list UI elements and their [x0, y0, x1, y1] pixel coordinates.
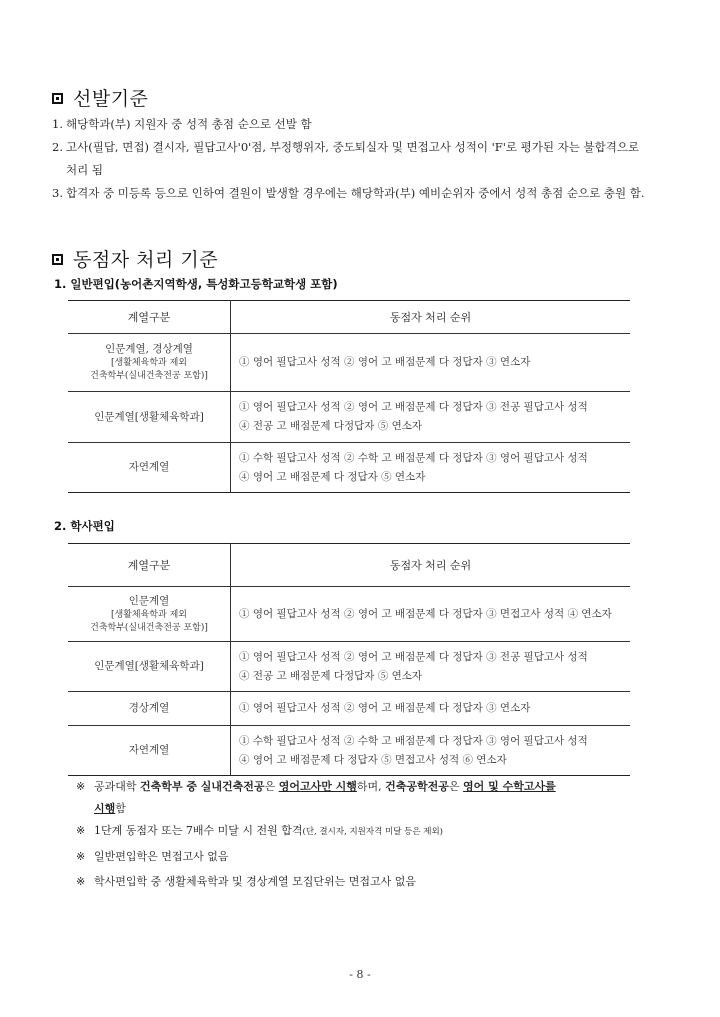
rule-line: ① 영어 필답고사 성적 ② 영어 고 배점문제 다 정답자 ③ 연소자 [239, 702, 531, 714]
note-segment-underlined: 시행 [94, 802, 116, 815]
category-main: 경상계열 [128, 702, 170, 714]
category-cell [68, 587, 231, 642]
category-main: 인문계열[생활체육학과] [94, 660, 204, 672]
list-text: 합격자 중 미등록 등으로 인하여 결원이 발생할 경우에는 해당학과(부) 예비순위자 중에서 성적 총점 순으로 충원 함. [66, 186, 645, 200]
rule-line: ④ 영어 고 배점문제 다 정답자 ⑤ 면접고사 성적 ⑥ 연소자 [239, 753, 507, 766]
category-cell [68, 726, 231, 776]
category-cell [68, 642, 231, 692]
subsection-title-bachelor-transfer: 2. 학사편입 [54, 519, 115, 533]
column-header-rule: 동점자 처리 순위 [231, 301, 631, 334]
category-main: 인문계열[생활체육학과] [94, 410, 204, 423]
notes-block [76, 776, 656, 893]
page-number: - 8 - [349, 968, 371, 981]
rule-cell [231, 692, 631, 726]
rule-line: ① 영어 필답고사 성적 ② 영어 고 배점문제 다 정답자 ③ 면접고사 성적 ④ 연소자 [239, 607, 612, 620]
rule-line: ① 수학 필답고사 성적 ② 수학 고 배점문제 다 정답자 ③ 영어 필답고사 성적 [239, 451, 588, 464]
note-segment-underlined: 영어고사만 시행 [278, 780, 357, 793]
rule-cell [231, 642, 631, 692]
rule-line: ④ 전공 고 배점문제 다정답자 ⑤ 연소자 [239, 420, 423, 432]
table-row [68, 334, 630, 392]
table-row [68, 392, 630, 443]
list-item [52, 182, 652, 205]
note-segment: 하며, [356, 780, 386, 793]
category-main: 자연계열 [128, 744, 170, 756]
rule-line: ① 영어 필답고사 성적 ② 영어 고 배점문제 다 정답자 ③ 연소자 [239, 356, 531, 368]
rule-cell [231, 587, 631, 642]
rule-cell [231, 334, 631, 392]
table-row [68, 642, 630, 692]
note-text: 학사편입학 중 생활체육학과 및 경상계열 모집단위는 면접고사 없음 [94, 875, 417, 888]
rule-line: ④ 영어 고 배점문제 다 정답자 ⑤ 연소자 [239, 470, 426, 483]
category-cell [68, 334, 231, 392]
rule-cell [231, 726, 631, 776]
table-row [68, 587, 630, 642]
subsection-title-general-transfer: 1. 일반편입(농어촌지역학생, 특성화고등학교학생 포함) [54, 277, 338, 291]
list-number: 3. [52, 186, 63, 200]
category-main: 인문계열 [128, 594, 170, 607]
section-title-text: 동점자 처리 기준 [73, 249, 219, 271]
square-bullet-icon [52, 93, 63, 104]
category-cell [68, 392, 231, 443]
category-main: 인문계열, 경상계열 [105, 343, 193, 355]
table-row [68, 726, 630, 776]
note-item [76, 776, 656, 820]
note-segment-underlined: 영어 및 수학고사를 [463, 780, 556, 793]
list-text: 해당학과(부) 지원자 중 성적 총점 순으로 선발 함 [66, 117, 312, 131]
general-transfer-table [68, 300, 630, 493]
table-row [68, 692, 630, 726]
note-segment-small: (단, 결시자, 지원자격 미달 등은 제외) [302, 827, 444, 837]
rule-line: ① 영어 필답고사 성적 ② 영어 고 배점문제 다 정답자 ③ 전공 필답고사 성적 [239, 401, 588, 413]
section-title-selection-criteria [52, 84, 148, 111]
category-note: [생활체육학과 제외 [111, 609, 187, 620]
rule-line: ④ 전공 고 배점문제 다정답자 ⑤ 연소자 [239, 669, 423, 682]
note-segment: 은 [448, 780, 464, 793]
note-segment: 공과대학 [94, 780, 141, 793]
list-item [52, 136, 652, 182]
reference-mark: ※ [76, 780, 86, 793]
note-item [76, 871, 656, 893]
note-text: 일반편입학은 면접고사 없음 [94, 850, 229, 863]
reference-mark: ※ [76, 875, 86, 888]
note-segment: 은 [264, 780, 279, 793]
category-main: 자연계열 [128, 461, 170, 473]
list-number: 1. [52, 117, 63, 131]
note-segment-bold: 건축공학전공 [385, 780, 449, 793]
list-item [52, 113, 652, 136]
column-header-category: 계열구분 [68, 301, 231, 334]
rule-line: ① 수학 필답고사 성적 ② 수학 고 배점문제 다 정답자 ③ 영어 필답고사 성적 [239, 734, 588, 747]
category-note: 건축학부(실내건축전공 포함)] [90, 371, 208, 381]
category-cell [68, 692, 231, 726]
note-text [94, 776, 556, 820]
bachelor-transfer-table [68, 543, 630, 776]
section-title-tie-breaking [52, 245, 218, 272]
column-header-rule: 동점자 처리 순위 [231, 544, 631, 587]
section-title-text: 선발기준 [73, 88, 149, 110]
table-row [68, 443, 630, 493]
column-header-category: 계열구분 [68, 544, 231, 587]
category-note: [생활체육학과 제외 [111, 358, 187, 368]
note-segment: 함 [115, 802, 126, 815]
rule-line: ① 영어 필답고사 성적 ② 영어 고 배점문제 다 정답자 ③ 전공 필답고사 성적 [239, 650, 588, 663]
category-cell [68, 443, 231, 493]
selection-criteria-list [52, 113, 652, 205]
note-item [76, 846, 656, 868]
note-segment-bold: 건축학부 중 실내건축전공 [140, 780, 265, 793]
square-bullet-icon [52, 254, 63, 265]
rule-cell [231, 443, 631, 493]
category-note: 건축학부(실내건축전공 포함)] [90, 622, 208, 633]
list-text: 고사(필답, 면접) 결시자, 필답고사'0'점, 부정행위자, 중도퇴실자 및 면접고사 성적이 'F'로 평가된 자는 불합격으로 처리 됨 [66, 140, 640, 177]
reference-mark: ※ [76, 824, 86, 837]
note-segment: 1단계 동점자 또는 7배수 미달 시 전원 합격 [94, 824, 303, 837]
note-item [76, 820, 656, 843]
reference-mark: ※ [76, 850, 86, 863]
rule-cell [231, 392, 631, 443]
list-number: 2. [52, 140, 63, 154]
note-text [94, 820, 443, 843]
